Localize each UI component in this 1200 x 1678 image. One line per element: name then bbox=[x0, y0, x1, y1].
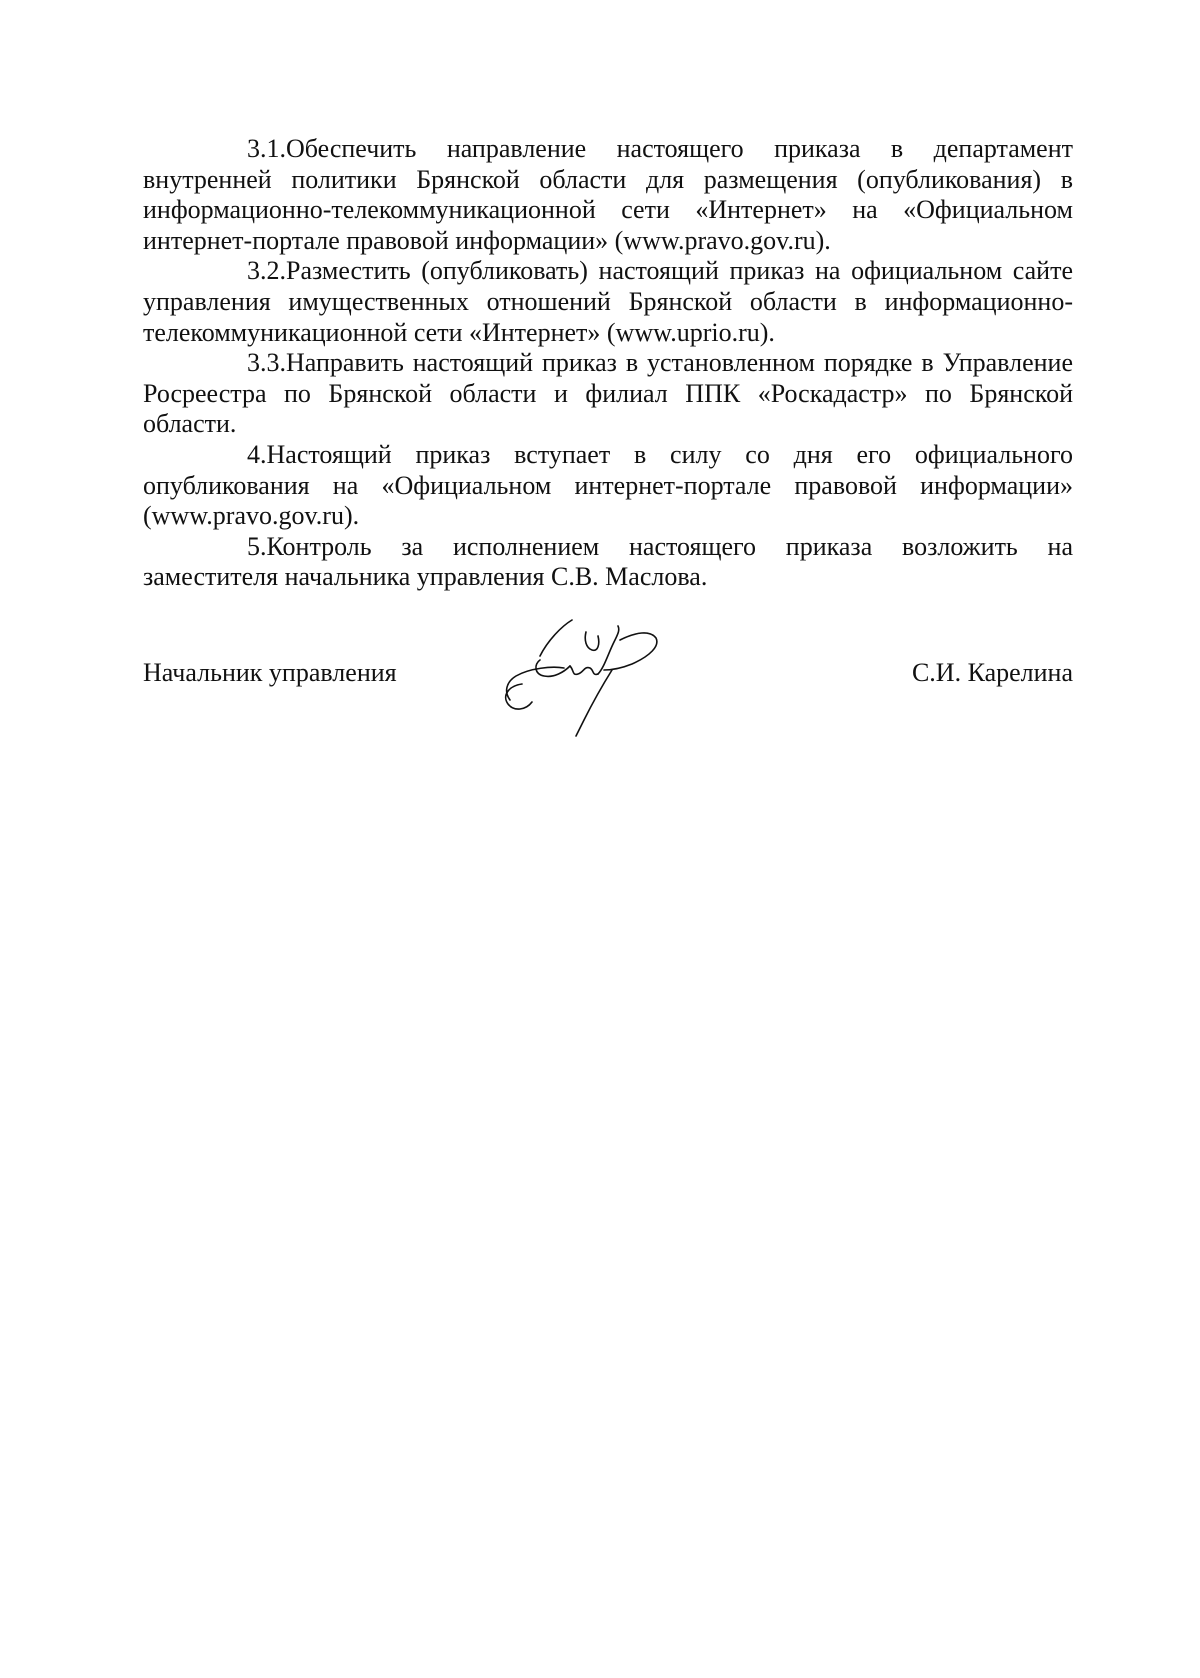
signatory-name: С.И. Карелина bbox=[911, 658, 1073, 687]
paragraph-3-2 bbox=[143, 256, 1073, 348]
paragraph-5 bbox=[143, 532, 1073, 593]
paragraph-number: 3.2. bbox=[247, 256, 286, 286]
signatory-position: Начальник управления bbox=[143, 658, 397, 687]
paragraph-text: Обеспечить направление настоящего приказа в департамент внутренней политики Брянской области для размещения (опубликования) в информационно-телекоммуникационной сети «Интернет» на «Официальном интернет-портале правовой информации» (www.pravo.gov.ru). bbox=[143, 134, 1073, 255]
paragraph-text: Настоящий приказ вступает в силу со дня его официального опубликования на «Официальном интернет-портале правовой информации» (www.pravo.gov.ru). bbox=[143, 439, 1073, 531]
paragraph-number: 3.3. bbox=[247, 348, 286, 378]
paragraph-3-3 bbox=[143, 348, 1073, 440]
paragraph-number: 3.1. bbox=[247, 134, 286, 163]
paragraph-text: Разместить (опубликовать) настоящий приказ на официальном сайте управления имущественных отношений Брянской области в информационно-телекоммуникационной сети «Интернет» (www.uprio.ru). bbox=[143, 256, 1073, 347]
paragraph-text: Контроль за исполнением настоящего приказа возложить на заместителя начальника управления С.В. Маслова. bbox=[143, 531, 1073, 592]
paragraph-text: Направить настоящий приказ в установленном порядке в Управление Росреестра по Брянской области и филиал ППК «Роскадастр» по Брянской области. bbox=[143, 348, 1073, 439]
paragraph-number: 4. bbox=[247, 439, 267, 469]
document-body bbox=[143, 134, 1073, 593]
handwritten-signature bbox=[500, 612, 700, 742]
paragraph-3-1 bbox=[143, 134, 1073, 256]
paragraph-4 bbox=[143, 440, 1073, 532]
paragraph-number: 5. bbox=[247, 531, 267, 561]
